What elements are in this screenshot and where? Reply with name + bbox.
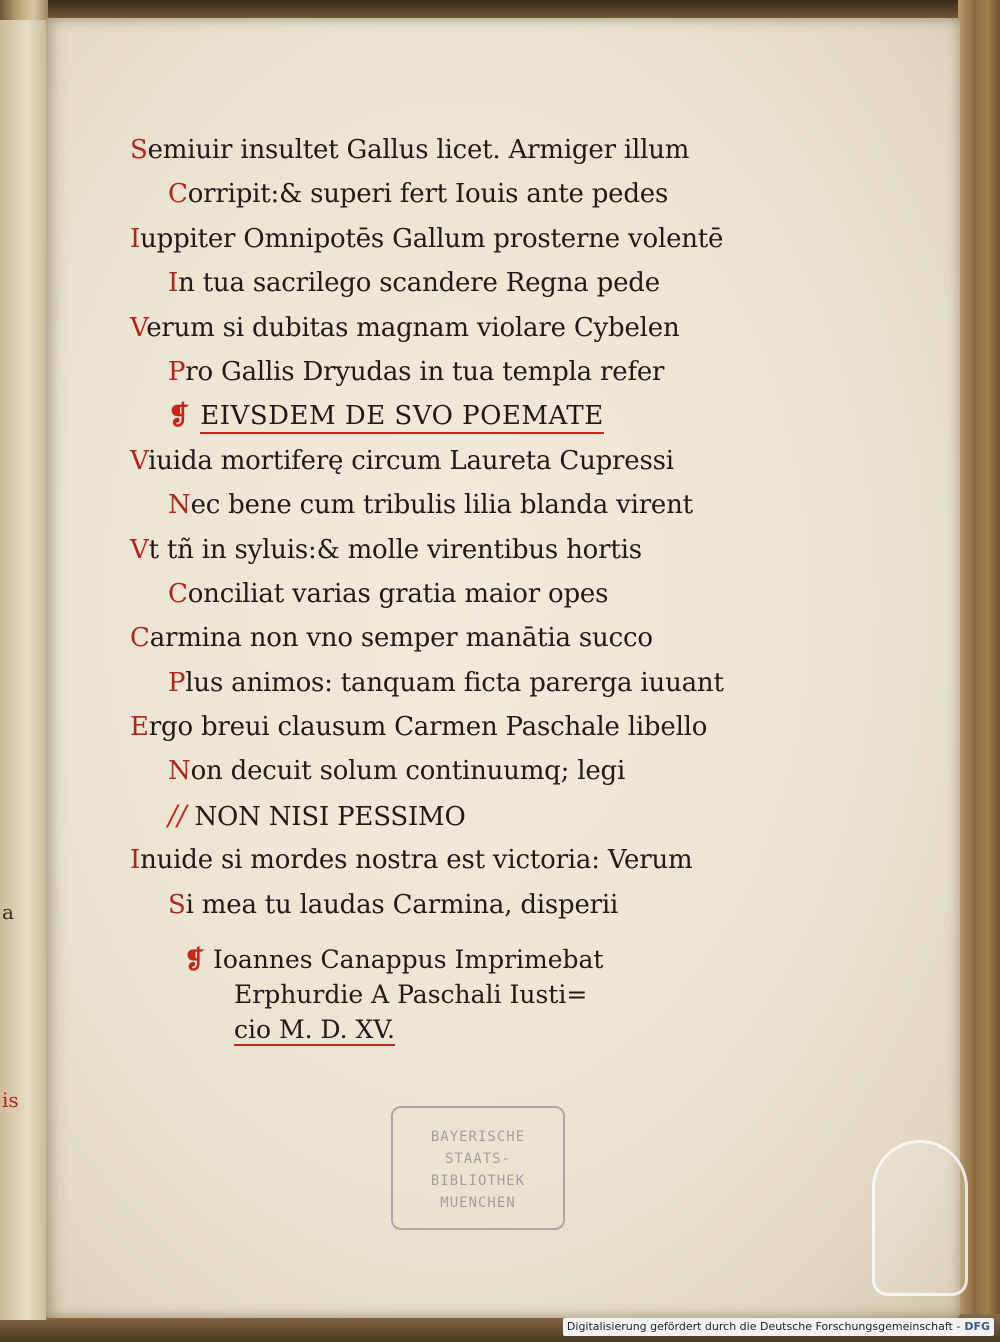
book-page — [46, 18, 960, 1318]
section-heading-2: // NON NISI PESSIMO — [168, 798, 466, 832]
colophon-line: cio M. D. XV. — [234, 1015, 395, 1044]
footer-credit — [563, 1318, 994, 1336]
verse-line: Viuida mortiferę circum Laureta Cupressi — [130, 445, 674, 476]
verse-line: Si mea tu laudas Carmina, disperii — [168, 889, 619, 920]
background-right — [958, 0, 1000, 1342]
verse-line: Corripit:& superi fert Iouis ante pedes — [168, 179, 669, 210]
previous-leaf-edge — [0, 20, 47, 1320]
verse-line: Conciliat varias gratia maior opes — [168, 578, 609, 609]
verse-line: Vt tñ in syluis:& molle virentibus hortis — [130, 534, 642, 565]
leaf-fragment-1: a — [2, 900, 14, 924]
pilcrow-icon: ❡ — [168, 401, 191, 432]
poem-text — [130, 128, 730, 927]
library-stamp: BAYERISCHE STAATS- BIBLIOTHEK MUENCHEN — [391, 1106, 565, 1230]
verse-line: Inuide si mordes nostra est victoria: Verum — [130, 845, 693, 876]
colophon — [184, 942, 664, 1047]
colophon-line: Erphurdie A Paschali Iusti= — [234, 980, 588, 1009]
section-heading-1: ❡ EIVSDEM DE SVO POEMATE — [130, 394, 730, 438]
footer-text: Digitalisierung gefördert durch die Deutsche Forschungsgemeinschaft - — [566, 1320, 961, 1333]
colophon-line: ❡ Ioannes Canappus Imprimebat — [184, 945, 604, 974]
pilcrow-icon: ❡ — [184, 945, 205, 974]
verse-line: Iuppiter Omnipotēs Gallum prosterne volentē — [130, 223, 724, 254]
leaf-fragment-2: is — [2, 1088, 19, 1112]
verse-line: Ergo breui clausum Carmen Paschale libello — [130, 712, 708, 743]
dfg-logo: DFG — [964, 1320, 990, 1333]
verse-line: Pro Gallis Dryudas in tua templa refer — [168, 356, 665, 387]
verse-line: Plus animos: tanquam ficta parerga iuuant — [168, 667, 724, 698]
verse-line: Verum si dubitas magnam violare Cybelen — [130, 312, 680, 343]
verse-line: Non decuit solum continuumq; legi — [168, 756, 626, 787]
glass-page-clip — [872, 1140, 968, 1296]
verse-line: In tua sacrilego scandere Regna pede — [168, 268, 660, 299]
verse-line: Carmina non vno semper manātia succo — [130, 623, 653, 654]
verse-line: Semiuir insultet Gallus licet. Armiger illum — [130, 135, 690, 165]
rubric-mark-icon: // — [168, 798, 187, 832]
verse-line: Nec bene cum tribulis lilia blanda virent — [168, 490, 693, 521]
